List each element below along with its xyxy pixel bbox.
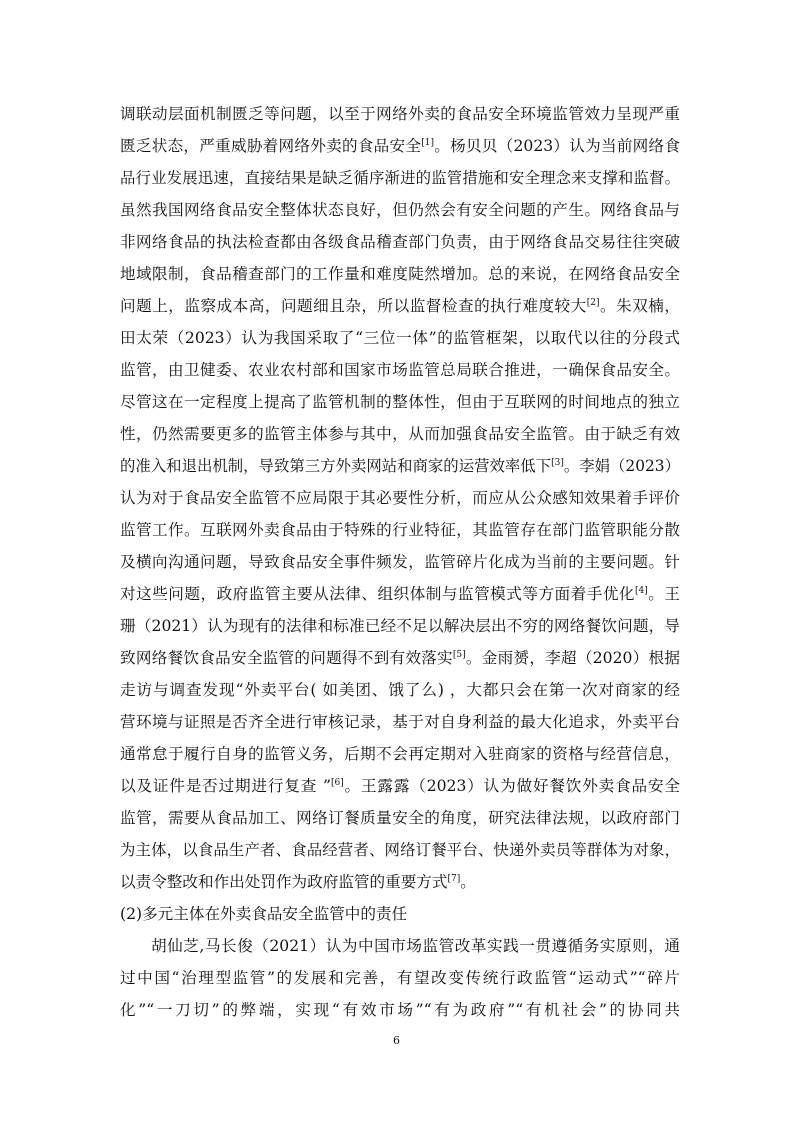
citation-marker: [5] [452, 649, 466, 660]
citation-marker: [3] [551, 457, 564, 468]
page-number: 6 [393, 1034, 400, 1047]
body-line: 田太荣（2023）认为我国采取了“三位一体”的监管框架，以取代以往的分段式 [120, 329, 680, 347]
citation-marker: [6] [330, 777, 344, 788]
body-line: 尽管这在一定程度上提高了监管机制的整体性，但由于互联网的时间地点的独立 [120, 393, 680, 411]
body-line: 地域限制，食品稽查部门的工作量和难度陡然增加。总的来说，在网络食品安全 [120, 265, 680, 283]
body-line: 珊（2021）认为现有的法律和标准已经不足以解决层出不穷的网络餐饮问题，导 [120, 617, 680, 635]
body-line: 以责令整改和作出处罚作为政府监管的重要方式[7]。 [120, 873, 476, 891]
body-line: 通常怠于履行自身的监管义务，后期不会再定期对入驻商家的资格与经营信息， [120, 745, 680, 763]
body-line: 虽然我国网络食品安全整体状态良好，但仍然会有安全问题的产生。网络食品与 [120, 201, 680, 219]
body-line: 营环境与证照是否齐全进行审核记录，基于对自身利益的最大化追求，外卖平台 [120, 713, 680, 731]
body-line: 认为对于食品安全监管不应局限于其必要性分析，而应从公众感知效果着手评价 [120, 489, 680, 507]
body-line: 胡仙芝,马长俊（2021）认为中国市场监管改革实践一贯遵循务实原则，通 [151, 937, 680, 955]
body-line: 问题上，监察成本高，问题细且杂，所以监督检查的执行难度较大[2]。朱双楠， [120, 297, 680, 315]
body-line: 为主体，以食品生产者、食品经营者、网络订餐平台、快递外卖员等群体为对象， [120, 841, 680, 859]
body-line: 对这些问题，政府监管主要从法律、组织体制与监管模式等方面着手优化[4]。王 [120, 585, 680, 603]
body-line: 化”“一刀切”的弊端，实现“有效市场”“有为政府”“有机社会”的协同共 [120, 1001, 680, 1019]
citation-marker: [1] [421, 137, 434, 148]
body-line: 调联动层面机制匮乏等问题，以至于网络外卖的食品安全环境监管效力呈现严重 [120, 105, 680, 123]
body-line: 监管工作。互联网外卖食品由于特殊的行业特征，其监管存在部门监管职能分散 [120, 521, 680, 539]
body-line: 以及证件是否过期进行复查 ”[6]。王露露（2023）认为做好餐饮外卖食品安全 [120, 777, 680, 795]
body-line: 走访与调查发现“外卖平台( 如美团、饿了么) ，大都只会在第一次对商家的经 [120, 681, 680, 699]
page-body [120, 98, 680, 1026]
section-heading: (2)多元主体在外卖食品安全监管中的责任 [120, 905, 408, 923]
body-line: 的准入和退出机制，导致第三方外卖网站和商家的运营效率低下[3]。李娟（2023） [120, 457, 680, 475]
citation-marker: [7] [447, 873, 461, 884]
body-line: 过中国“治理型监管”的发展和完善，有望改变传统行政监管“运动式”“碎片 [120, 969, 680, 987]
citation-marker: [4] [635, 585, 648, 596]
body-line: 及横向沟通问题，导致食品安全事件频发，监管碎片化成为当前的主要问题。针 [120, 553, 680, 571]
body-line: 致网络餐饮食品安全监管的问题得不到有效落实[5]。金雨赟，李超（2020）根据 [120, 649, 680, 667]
citation-marker: [2] [586, 297, 600, 308]
body-line: 监管，需要从食品加工、网络订餐质量安全的角度，研究法律法规，以政府部门 [120, 809, 680, 827]
body-line: 非网络食品的执法检查都由各级食品稽查部门负责，由于网络食品交易往往突破 [120, 233, 680, 251]
body-line: 匮乏状态，严重威胁着网络外卖的食品安全[1]。杨贝贝（2023）认为当前网络食 [120, 137, 680, 155]
body-line: 监管，由卫健委、农业农村部和国家市场监管总局联合推进，一确保食品安全。 [120, 361, 680, 379]
body-line: 品行业发展迅速，直接结果是缺乏循序渐进的监管措施和安全理念来支撑和监督。 [120, 169, 680, 187]
body-line: 性，仍然需要更多的监管主体参与其中，从而加强食品安全监管。由于缺乏有效 [120, 425, 680, 443]
